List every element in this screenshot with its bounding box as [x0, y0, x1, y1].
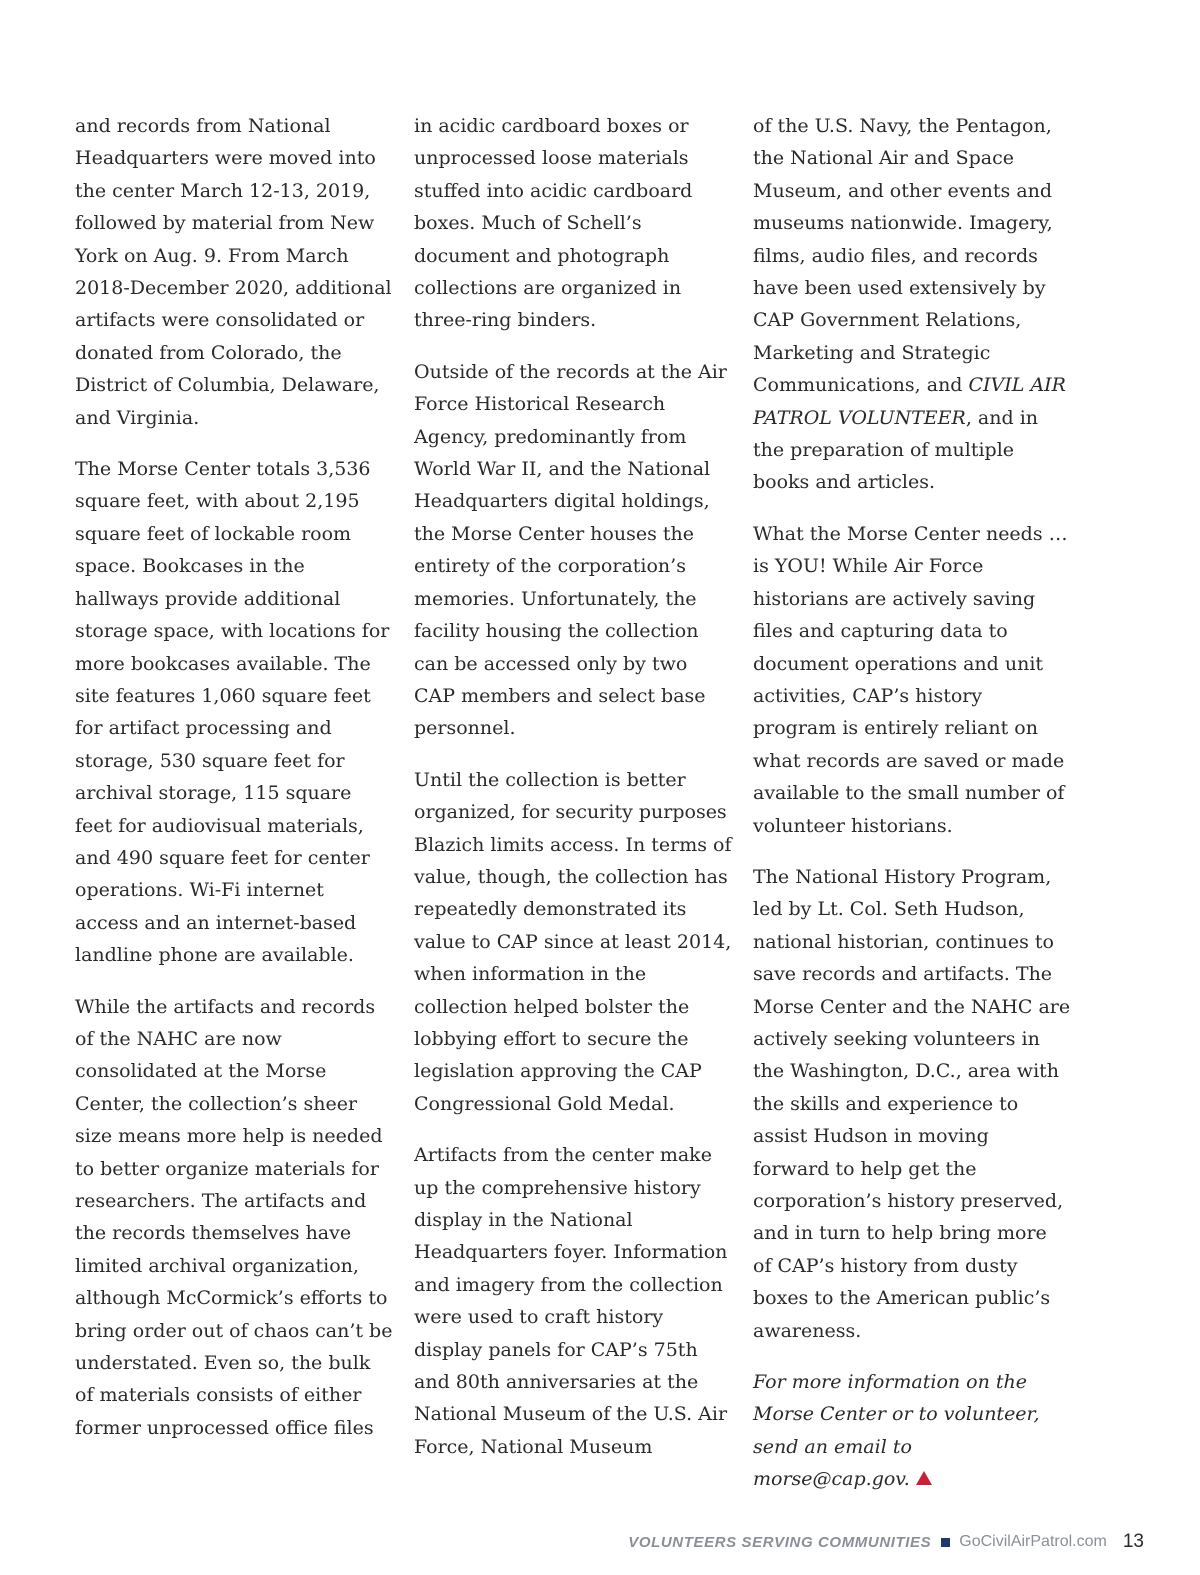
paragraph: Until the collection is better organized, for security purposes Blazich limits access. In terms of value, though, the collection has repeatedly demonstrated its value to CAP since at least 2014, when information in the collection helped bolster the lobbying effort to secure the legislation approving the CAP Congressional Gold Medal.	[414, 768, 732, 1115]
article-column-2	[414, 110, 732, 1482]
publication-title: CIVIL AIR PATROL VOLUNTEER	[753, 374, 1066, 429]
paragraph: While the artifacts and records of the NAHC are now consolidated at the Morse Center, the collection’s sheer size means more help is needed to better organize materials for researchers. The artifacts and the records themselves have limited archival organization, although McCormick’s efforts to bring order out of chaos can’t be understated. Even so, the bulk of materials consists of either former unprocessed office files	[75, 995, 393, 1439]
paragraph-text: , and in the preparation of multiple books and articles.	[753, 406, 1039, 494]
square-separator-icon	[941, 1538, 950, 1547]
article-column-1	[75, 110, 393, 1463]
page-number: 13	[1122, 1531, 1144, 1552]
paragraph: in acidic cardboard boxes or unprocessed loose materials stuffed into acidic cardboard boxes. Much of Schell’s document and photograph collections are organized in three-ring binders.	[414, 115, 693, 332]
paragraph: Artifacts from the center make up the comprehensive history display in the National Headquarters foyer. Information and imagery from the collection were used to craft history display panels for CAP’s 75th and 80th anniversaries at the National Museum of the U.S. Air Force, National Museum	[414, 1144, 728, 1458]
paragraph: and records from National Headquarters were moved into the center March 12-13, 2019, followed by material from New York on Aug. 9. From March 2018-December 2020, additional artifacts were consolidated or donated from Colorado, the District of Columbia, Delaware, and Virginia.	[75, 115, 392, 429]
closing-note-text: For more information on the Morse Center or to volunteer, send an email to morse@cap.gov.	[753, 1371, 1040, 1491]
paragraph-text: of the U.S. Navy, the Pentagon, the National Air and Space Museum, and other events and museums nationwide. Imagery, films, audio files, and records have been used extensively by CAP Government Relations, Marketing and Strategic Communications, and	[753, 115, 1053, 397]
paragraph: What the Morse Center needs … is YOU! While Air Force historians are actively saving files and capturing data to document operations and unit activities, CAP’s history program is entirely reliant on what records are saved or made available to the small number of volunteer historians.	[753, 522, 1068, 837]
page-footer	[628, 1527, 1144, 1557]
footer-website-link[interactable]: GoCivilAirPatrol.com	[959, 1533, 1107, 1550]
paragraph	[753, 110, 1071, 499]
paragraph: The Morse Center totals 3,536 square feet, with about 2,195 square feet of lockable room space. Bookcases in the hallways provide additional storage space, with locations for more bookcases available. The site features 1,060 square feet for artifact processing and storage, 530 square feet for archival storage, 115 square feet for audiovisual materials, and 490 square feet for center operations. Wi-Fi internet access and an internet-based landline phone are available.	[75, 458, 390, 967]
closing-note	[753, 1366, 1071, 1496]
footer-tagline: VOLUNTEERS SERVING COMMUNITIES	[628, 1533, 932, 1551]
paragraph: The National History Program, led by Lt. Col. Seth Hudson, national historian, continues to save records and artifacts. The Morse Center and the NAHC are actively seeking volunteers in the Washington, D.C., area with the skills and experience to assist Hudson in moving forward to help get the corporation’s history preserved, and in turn to help bring more of CAP’s history from dusty boxes to the American public’s awareness.	[753, 865, 1071, 1342]
paragraph: Outside of the records at the Air Force Historical Research Agency, predominantly from World War II, and the National Headquarters digital holdings, the Morse Center houses the entirety of the corporation’s memories. Unfortunately, the facility housing the collection can be accessed only by two CAP members and select base personnel.	[414, 360, 727, 740]
article-column-3	[753, 110, 1071, 1515]
triangle-end-mark-icon	[916, 1471, 932, 1485]
